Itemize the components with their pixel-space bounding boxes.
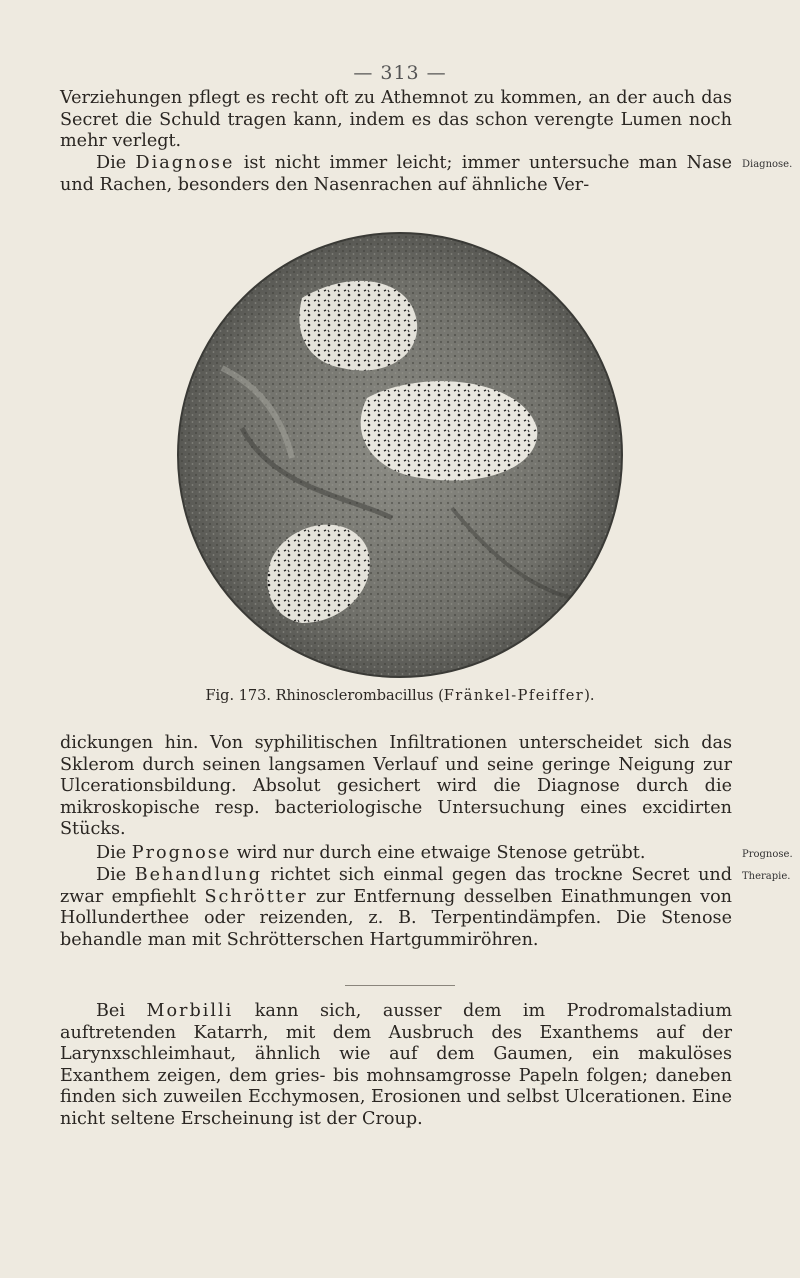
- micrograph-image: [152, 228, 648, 682]
- paragraph-morbilli: [60, 1001, 732, 1130]
- paragraph-continuation: Verziehungen pflegt es recht oft zu Athemnot zu kommen, an der auch das Secret die Schuld tragen kann, indem es das schon verengte Lumen noch mehr verlegt.: [60, 88, 732, 151]
- figure-micrograph: [152, 228, 648, 682]
- para-lead: Bei: [96, 1001, 147, 1021]
- para-rest: zur Entfernung desselben Einathmungen von Hollunderthee oder reizenden, z. B. Terpentindämpfen. Die Stenose behandle man mit Schrötterschen Hartgummiröhren.: [60, 886, 732, 950]
- keyword-diagnose: Diagnose: [135, 153, 235, 173]
- paragraph-diagnose: [60, 153, 732, 196]
- para-mid: richtet sich einmal gegen das trockne Secret und zwar empfiehlt: [60, 865, 732, 907]
- margin-note-diagnose: Diagnose.: [742, 159, 793, 170]
- section-divider: [345, 985, 455, 986]
- keyword-behandlung: Behandlung: [134, 865, 262, 885]
- paragraph-prognose: [60, 843, 732, 865]
- para-lead: Die: [96, 865, 135, 885]
- keyword-morbilli: Morbilli: [146, 1001, 234, 1021]
- caption-names: Fränkel-Pfeiffer: [443, 688, 585, 704]
- keyword-prognose: Prognose: [131, 843, 232, 863]
- paragraph-therapie: [60, 865, 732, 951]
- caption-suffix: ).: [584, 688, 595, 704]
- para-rest: wird nur durch eine etwaige Stenose getrübt.: [231, 843, 646, 863]
- caption-prefix: Fig. 173. Rhinosclerombacillus (: [205, 688, 444, 704]
- paragraph-differential: dickungen hin. Von syphilitischen Infiltrationen unterscheidet sich das Sklerom durch seinen langsamen Verlauf und seine geringe Neigung zur Ulcerationsbildung. Absolut gesichert wird die Diagnose durch die mikroskopische resp. bacteriologische Untersuchung eines excidirten Stücks.: [60, 733, 732, 839]
- para-lead: Die: [96, 153, 136, 173]
- name-schroetter: Schrötter: [204, 886, 308, 907]
- page-number: — 313 —: [353, 62, 447, 84]
- figure-caption: [0, 688, 800, 704]
- para-rest: kann sich, ausser dem im Prodromalstadium auftretenden Katarrh, mit dem Ausbruch des Exanthems auf der Larynxschleimhaut, ähnlich wie auf dem Gaumen, ein makulöses Exanthem zeigen, dem gries- bis mohnsamgrosse Papeln folgen; daneben finden sich zuweilen Ecchymosen, Erosionen und selbst Ulcerationen. Eine nicht seltene Erscheinung ist der Croup.: [60, 1001, 732, 1129]
- para-lead: Die: [96, 843, 132, 863]
- margin-note-therapie: Therapie.: [742, 871, 791, 882]
- margin-note-prognose: Prognose.: [742, 849, 793, 860]
- para-rest: ist nicht immer leicht; immer untersuche man Nase und Rachen, besonders den Nasenrachen auf ähnliche Ver-: [60, 153, 732, 195]
